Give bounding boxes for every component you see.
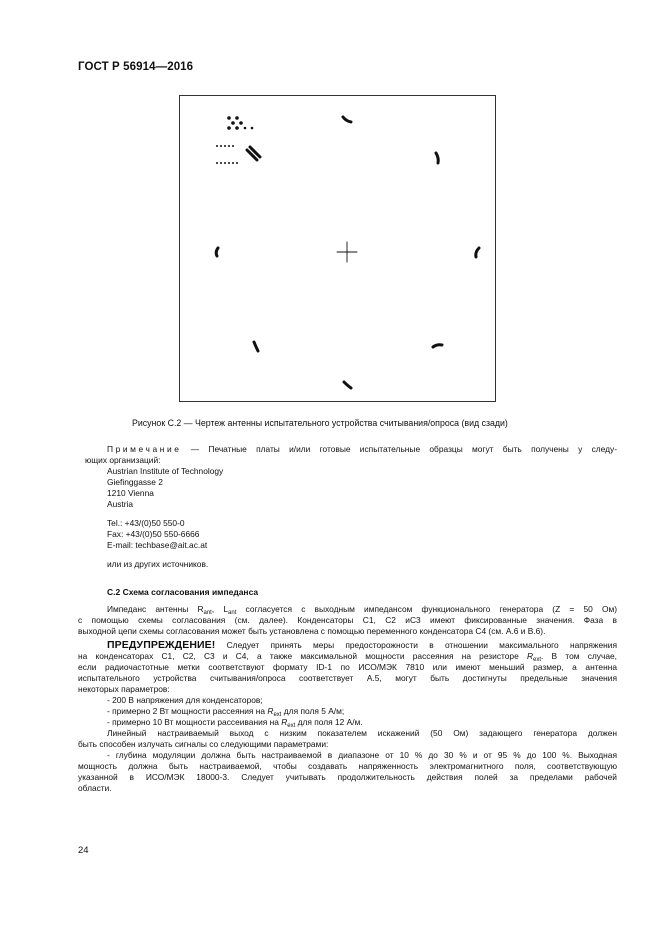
note-label: Примечание: [107, 444, 182, 454]
p1-text-a: Импеданс антенны R: [107, 604, 204, 614]
subscript: ext: [533, 657, 542, 663]
contact-line: Tel.: +43/(0)50 550-0: [107, 518, 185, 528]
warning-label: ПРЕДУПРЕЖДЕНИЕ!: [107, 639, 216, 651]
warning-line-1: [78, 640, 617, 651]
list-item: [78, 706, 617, 717]
p2-line-3: - глубина модуляции должна быть настраиваемой в диапазоне от 10 % до 30 % и от 95 % до 100 %. Выходная: [107, 750, 617, 760]
p1-line-2: с помощью схемы согласования (см. далее). Конденсаторы С1, С2 иС3 имеют фиксированные значения. Фаза в: [78, 615, 617, 625]
warning-line-5: некоторых параметров:: [78, 684, 170, 694]
p2-line-4: мощность должна быть настраиваемой, чтобы создавать напряженность электромагнитного поля, соответствующую: [78, 761, 617, 771]
note-line-2: ющих организаций:: [85, 455, 161, 465]
subscript: ant: [228, 610, 237, 616]
contact-line: Fax: +43/(0)50 550-6666: [107, 529, 200, 539]
warning-text-2b: . В том случае,: [541, 651, 617, 661]
p2-line-1: Линейный настраиваемый выход с низким показателем искажений (50 Ом) задающего генератора должен: [107, 728, 617, 738]
note-line-1: [107, 444, 617, 455]
subscript: ext: [287, 723, 296, 729]
warning-line-4: испытательного устройства считывания/опроса соответствует А.5, могут быть достигнуты предельные значения: [78, 673, 617, 683]
other-sources: или из других источников.: [107, 559, 209, 569]
note-block: [85, 444, 617, 570]
warning-line-2: [78, 651, 617, 662]
note-text-1: — Печатные платы и/или готовые испытательные образцы могут быть получены у следу-: [181, 444, 617, 454]
antenna-drawing-svg: [180, 96, 497, 403]
subscript: ant: [203, 610, 212, 616]
p2-line-5: указанной в ИСО/МЭК 18000-3. Следует учитывать продолжительность действия полей за пределами рабочей: [78, 772, 617, 782]
p1-line-1: [78, 604, 617, 615]
warning-line-3: если радиочастотные метки соответствуют формату ID-1 по ИСО/МЭК 7810 или имеют меньший размер, а антенна: [78, 662, 617, 672]
p2-line-6: области.: [78, 783, 112, 793]
warning-text-1: Следует принять меры предосторожности в отношении максимального напряжения: [215, 640, 617, 650]
figure-caption: Рисунок С.2 — Чертеж антенны испытательного устройства считывания/опроса (вид сзади): [132, 418, 508, 428]
address-line: Austrian Institute of Technology: [107, 466, 224, 476]
variable: R: [281, 717, 288, 727]
address-line: Austria: [107, 499, 134, 509]
item-text: для поля 12 А/м.: [295, 717, 363, 727]
list-item: - 200 В напряжения для конденсаторов;: [107, 695, 263, 705]
contact-line: E-mail: techbase@ait.ac.at: [107, 540, 208, 550]
p1-text-c: согласуется с выходным импедансом функционального генератора (Z = 50 Ом): [236, 604, 618, 614]
p2-line-2: быть способен излучать сигналы со следующими параметрами:: [78, 739, 329, 749]
address-line: Giefinggasse 2: [107, 477, 163, 487]
section-body: [78, 604, 617, 794]
warning-text-2a: на конденсаторах С1, С2, С3 и С4, а также максимальной мощности рассеяния на резисторе: [78, 651, 527, 661]
item-text: для поля 5 А/м;: [281, 706, 345, 716]
item-text: - примерно 10 Вт мощности рассеивания на: [107, 717, 282, 727]
section-title: С.2 Схема согласования импеданса: [107, 587, 259, 597]
variable: R: [267, 706, 274, 716]
p1-text-b: , L: [211, 604, 229, 614]
antenna-drawing: [179, 95, 496, 402]
page-number: 24: [78, 845, 89, 856]
p1-line-3: выходной цепи схемы согласования может быть установлена с помощью переменного конденсатора С4 (см. А.6 и В.6).: [78, 626, 546, 636]
variable: R: [526, 651, 533, 661]
document-header: ГОСТ Р 56914—2016: [78, 61, 194, 73]
address-line: 1210 Vienna: [107, 488, 154, 498]
list-item: [78, 717, 617, 728]
item-text: - примерно 2 Вт мощности рассеяния на: [107, 706, 268, 716]
subscript: ext: [273, 712, 282, 718]
